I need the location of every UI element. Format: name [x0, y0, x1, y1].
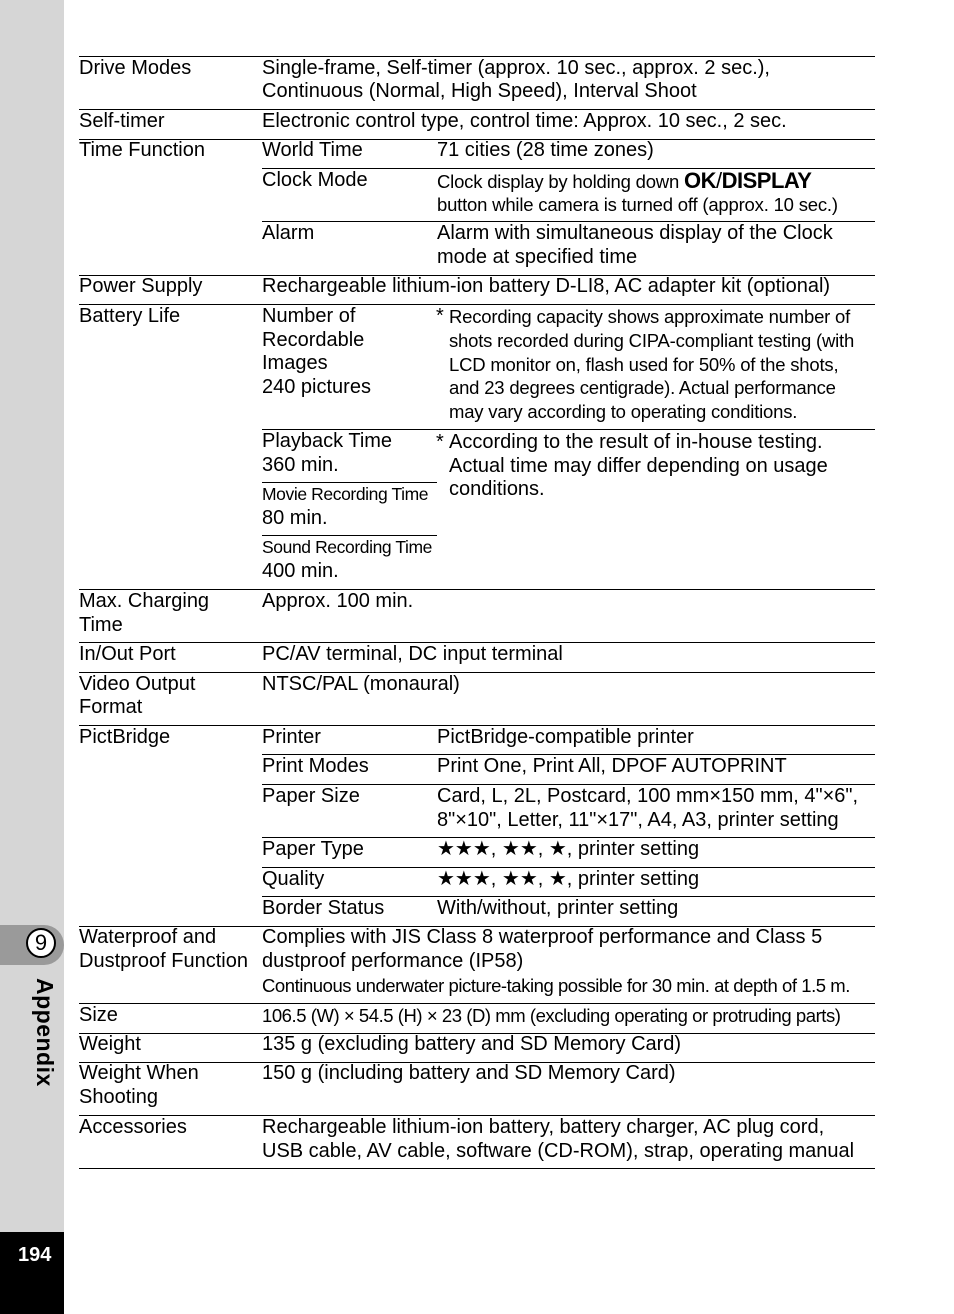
drive-modes-value-1: Single-frame, Self-timer (approx. 10 sec., approx. 2 sec.),: [262, 57, 770, 79]
battery-life-label: Battery Life: [79, 305, 181, 327]
weight-value: 135 g (excluding battery and SD Memory Card): [262, 1033, 682, 1055]
accessories-value-1: Rechargeable lithium-ion battery, battery charger, AC plug cord,: [262, 1116, 825, 1138]
paper-size-value-1: Card, L, 2L, Postcard, 100 mm×150 mm, 4"×6",: [437, 785, 859, 807]
movie-value: 80 min.: [262, 507, 328, 529]
chapter-label: [24, 978, 64, 1098]
alarm-value-2: mode at specified time: [437, 246, 638, 268]
world-time-label: World Time: [262, 139, 363, 161]
alarm-label: Alarm: [262, 222, 315, 244]
size-label: Size: [79, 1004, 118, 1026]
sound-value: 400 min.: [262, 560, 339, 582]
display-button-text: DISPLAY: [721, 168, 812, 193]
clock-mode-value-2: button while camera is turned off (approx. 10 sec.): [437, 194, 838, 215]
drive-modes-label: Drive Modes: [79, 57, 192, 79]
weight-shooting-label-2: Shooting: [79, 1086, 158, 1108]
note-2-line: conditions.: [449, 478, 545, 500]
accessories-label: Accessories: [79, 1116, 187, 1138]
printer-value: PictBridge-compatible printer: [437, 726, 694, 748]
images-label-1: Number of: [262, 305, 356, 327]
quality-label: Quality: [262, 868, 325, 890]
ok-button-text: OK: [684, 168, 716, 193]
note-1-line: shots recorded during CIPA-compliant testing (with: [449, 330, 855, 351]
paper-type-label: Paper Type: [262, 838, 364, 860]
video-output-label-2: Format: [79, 696, 143, 718]
power-supply-value: Rechargeable lithium-ion battery D-LI8, AC adapter kit (optional): [262, 275, 831, 297]
border-status-value: With/without, printer setting: [437, 897, 679, 919]
chapter-label-text: Appendix: [32, 978, 58, 1087]
chapter-number: 9: [26, 928, 56, 958]
waterproof-label-2: Dustproof Function: [79, 950, 248, 972]
playback-label: Playback Time: [262, 430, 393, 452]
page-number: [0, 1232, 64, 1314]
waterproof-value-3: Continuous underwater picture-taking possible for 30 min. at depth of 1.5 m.: [262, 975, 850, 996]
note-1-line: Recording capacity shows approximate number of: [449, 306, 851, 327]
quality-value: ★★★, ★★, ★, printer setting: [437, 868, 700, 890]
clock-mode-label: Clock Mode: [262, 169, 368, 191]
movie-label: Movie Recording Time: [262, 484, 429, 504]
sound-label: Sound Recording Time: [262, 537, 433, 557]
rule: [79, 672, 875, 673]
time-function-label: Time Function: [79, 139, 205, 161]
waterproof-value-2: dustproof performance (IP58): [262, 950, 524, 972]
clock-mode-text: Clock display by holding down: [437, 171, 680, 192]
in-out-port-value: PC/AV terminal, DC input terminal: [262, 643, 563, 665]
playback-value: 360 min.: [262, 454, 339, 476]
paper-size-value-2: 8"×10", Letter, 11"×17", A4, A3, printer setting: [437, 809, 839, 831]
note-1-line: and 23 degrees centigrade). Actual performance: [449, 377, 836, 398]
waterproof-label-1: Waterproof and: [79, 926, 217, 948]
weight-shooting-value: 150 g (including battery and SD Memory Card): [262, 1062, 676, 1084]
weight-shooting-label-1: Weight When: [79, 1062, 199, 1084]
rule: [79, 1168, 875, 1169]
drive-modes-value-2: Continuous (Normal, High Speed), Interval Shoot: [262, 80, 697, 102]
self-timer-value: Electronic control type, control time: Approx. 10 sec., 2 sec.: [262, 110, 787, 132]
world-time-value: 71 cities (28 time zones): [437, 139, 654, 161]
video-output-value: NTSC/PAL (monaural): [262, 673, 460, 695]
power-supply-label: Power Supply: [79, 275, 203, 297]
charging-label-2: Time: [79, 614, 123, 636]
ok-display-button-icon: [684, 168, 811, 193]
images-value: 240 pictures: [262, 376, 371, 398]
weight-label: Weight: [79, 1033, 141, 1055]
paper-type-value: ★★★, ★★, ★, printer setting: [437, 838, 700, 860]
note-1-mark: *: [436, 305, 444, 327]
pictbridge-label: PictBridge: [79, 726, 171, 748]
self-timer-label: Self-timer: [79, 110, 165, 132]
images-label-2: Recordable: [262, 329, 365, 351]
alarm-value-1: Alarm with simultaneous display of the Clock: [437, 222, 833, 244]
video-output-label-1: Video Output: [79, 673, 196, 695]
note-2-line: Actual time may differ depending on usage: [449, 455, 828, 477]
charging-value: Approx. 100 min.: [262, 590, 414, 612]
page-number-text: 194: [18, 1244, 52, 1266]
border-status-label: Border Status: [262, 897, 385, 919]
note-1-line: LCD monitor on, flash used for 50% of the shots,: [449, 354, 839, 375]
accessories-value-2: USB cable, AV cable, software (CD-ROM), strap, operating manual: [262, 1140, 855, 1162]
images-label-3: Images: [262, 352, 328, 374]
paper-size-label: Paper Size: [262, 785, 360, 807]
note-2-line: According to the result of in-house testing.: [449, 431, 823, 453]
in-out-port-label: In/Out Port: [79, 643, 176, 665]
note-2-mark: *: [436, 431, 444, 453]
slash-text: /: [716, 168, 722, 193]
clock-mode-value-1: [437, 169, 811, 194]
charging-label-1: Max. Charging: [79, 590, 210, 612]
note-1-line: may vary according to operating conditions.: [449, 401, 798, 422]
waterproof-value-1: Complies with JIS Class 8 waterproof performance and Class 5: [262, 926, 823, 948]
size-value: 106.5 (W) × 54.5 (H) × 23 (D) mm (excluding operating or protruding parts): [262, 1005, 841, 1026]
printer-label: Printer: [262, 726, 321, 748]
sidebar: [0, 0, 64, 1314]
print-modes-value: Print One, Print All, DPOF AUTOPRINT: [437, 755, 787, 777]
print-modes-label: Print Modes: [262, 755, 369, 777]
